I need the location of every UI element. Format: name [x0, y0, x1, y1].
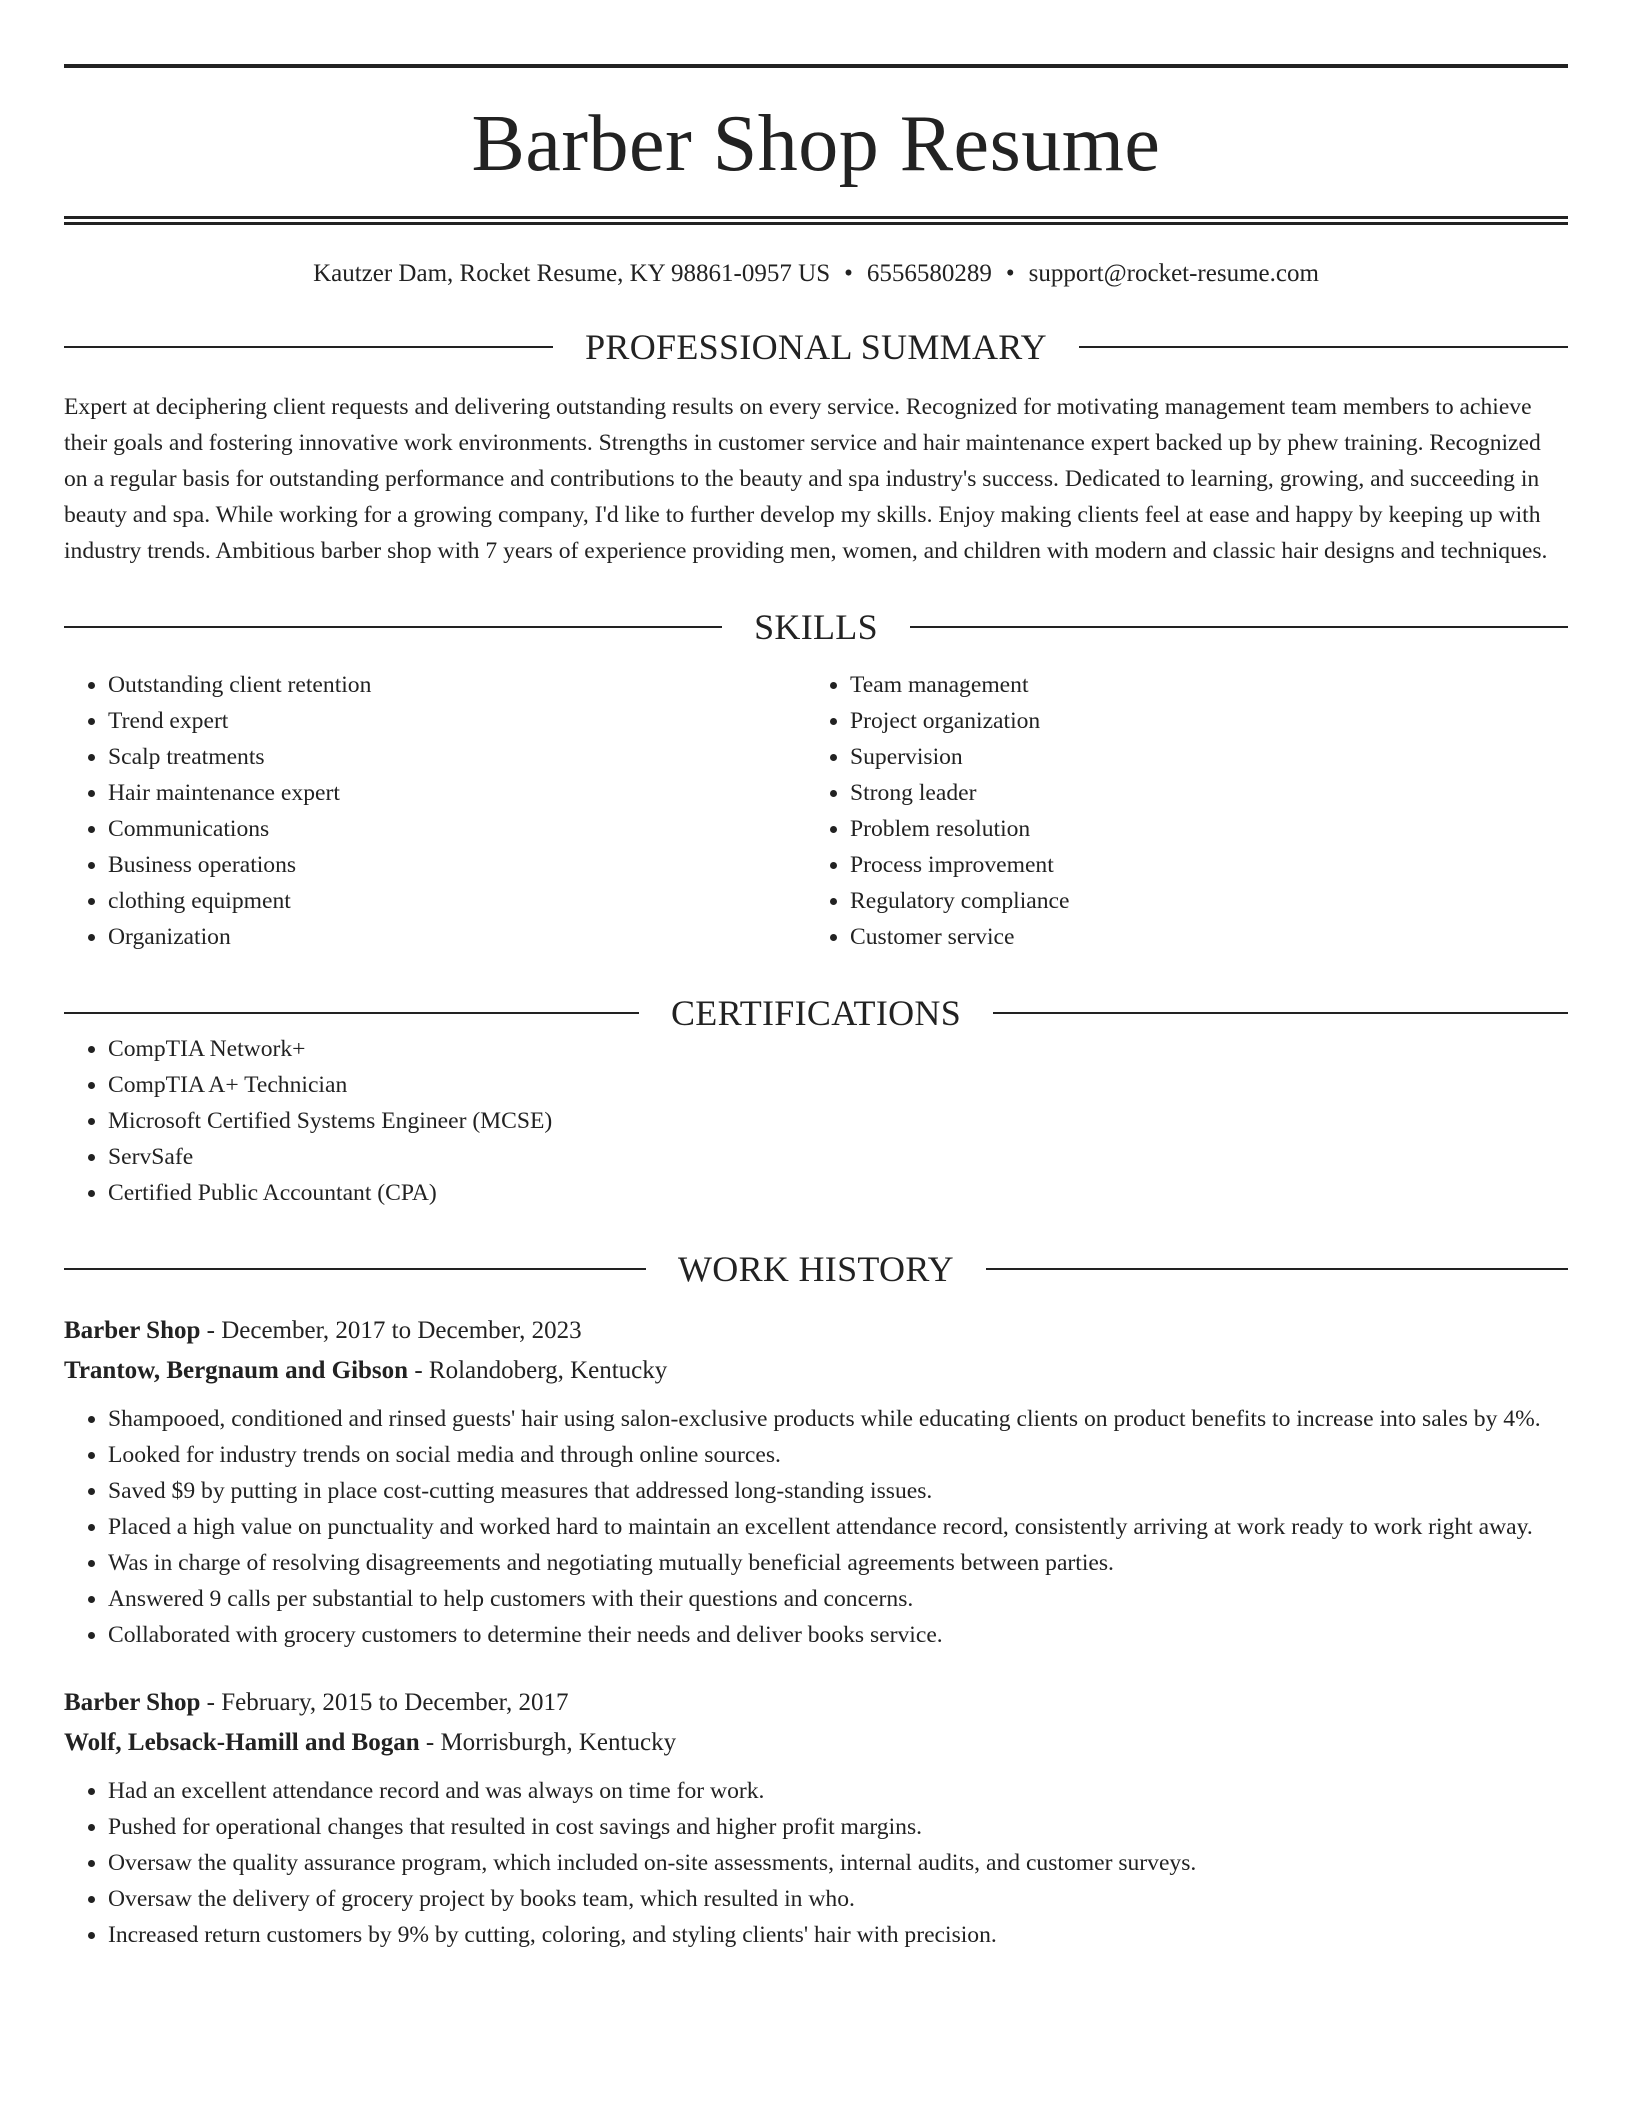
heading-rule-right — [986, 1268, 1568, 1270]
certification-item: • Certified Public Accountant (CPA) — [108, 1175, 1568, 1211]
skill-item: • Trend expert — [108, 703, 806, 739]
job-duty-item: • Collaborated with grocery customers to determine their needs and deliver books service. — [108, 1617, 1568, 1653]
resume-page — [64, 64, 1568, 1953]
job-duty-item: • Shampooed, conditioned and rinsed guests' hair using salon-exclusive products while educating clients on product benefits to increase into sales by 4%. — [108, 1401, 1568, 1437]
skill-item: • Regulatory compliance — [850, 883, 1548, 919]
job-company-line — [64, 1723, 1568, 1763]
skill-item: • Process improvement — [850, 847, 1548, 883]
skill-item: • Strong leader — [850, 775, 1548, 811]
top-rule — [64, 64, 1568, 68]
job-company-line — [64, 1351, 1568, 1391]
job-duty-item: • Answered 9 calls per substantial to help customers with their questions and concerns. — [108, 1581, 1568, 1617]
contact-separator: • — [1005, 260, 1015, 287]
job-company: Trantow, Bergnaum and Gibson — [64, 1357, 409, 1384]
contact-line — [64, 259, 1568, 289]
job-dates: - February, 2015 to December, 2017 — [200, 1689, 569, 1716]
job-duty-item: • Oversaw the quality assurance program, which included on-site assessments, internal audits, and customer surveys. — [108, 1845, 1568, 1881]
job-entry — [64, 1683, 1568, 1953]
heading-rule-right — [910, 626, 1568, 628]
contact-address: Kautzer Dam, Rocket Resume, KY 98861-0957 US — [313, 260, 831, 287]
skills-column-left — [64, 667, 806, 955]
skills-column-right — [806, 667, 1548, 955]
job-dates: - December, 2017 to December, 2023 — [200, 1317, 582, 1344]
skill-item: • Problem resolution — [850, 811, 1548, 847]
certifications-list — [64, 1031, 1568, 1211]
skill-item: • Project organization — [850, 703, 1548, 739]
job-duty-item: • Was in charge of resolving disagreements and negotiating mutually beneficial agreements between parties. — [108, 1545, 1568, 1581]
job-duty-item: • Oversaw the delivery of grocery project by books team, which resulted in who. — [108, 1881, 1568, 1917]
job-role: Barber Shop — [64, 1317, 201, 1344]
job-duty-item: • Looked for industry trends on social media and through online sources. — [108, 1437, 1568, 1473]
heading-rule-right — [1079, 346, 1568, 348]
summary-text: Expert at deciphering client requests and delivering outstanding results on every service. Recognized for motivating management team members to achieve their goals and fostering innovative work environments. Strengths in customer service and hair maintenance expert backed up by phew training. Recognized on a regular basis for outstanding performance and contributions to the beauty and spa industry's success. Dedicated to learning, growing, and succeeding in beauty and spa. While working for a growing company, I'd like to further develop my skills. Enjoy making clients feel at ease and happy by keeping up with industry trends. Ambitious barber shop with 7 years of experience providing men, women, and children with modern and classic hair designs and techniques. — [64, 394, 1548, 564]
job-role-line — [64, 1311, 1568, 1351]
skill-item: • Hair maintenance expert — [108, 775, 806, 811]
heading-rule-left — [64, 1268, 646, 1270]
work-heading — [64, 1251, 1568, 1287]
heading-rule-left — [64, 1012, 639, 1014]
certification-item: • CompTIA A+ Technician — [108, 1067, 1568, 1103]
job-duties-list — [64, 1401, 1568, 1653]
summary-title: PROFESSIONAL SUMMARY — [585, 327, 1047, 367]
certification-item: • CompTIA Network+ — [108, 1031, 1568, 1067]
job-location: - Morrisburgh, Kentucky — [419, 1729, 677, 1756]
certifications-heading — [64, 995, 1568, 1031]
job-role: Barber Shop — [64, 1689, 201, 1716]
skill-item: • Communications — [108, 811, 806, 847]
skill-item: • Team management — [850, 667, 1548, 703]
heading-rule-left — [64, 346, 553, 348]
certifications-title: CERTIFICATIONS — [670, 993, 962, 1033]
skills-heading — [64, 609, 1568, 645]
summary-heading — [64, 329, 1568, 365]
job-location: - Rolandoberg, Kentucky — [408, 1357, 668, 1384]
work-title: WORK HISTORY — [678, 1249, 954, 1289]
job-duty-item: • Saved $9 by putting in place cost-cutting measures that addressed long-standing issues. — [108, 1473, 1568, 1509]
job-role-line — [64, 1683, 1568, 1723]
skills-title: SKILLS — [754, 607, 878, 647]
contact-email: support@rocket-resume.com — [1028, 260, 1319, 287]
job-duty-item: • Had an excellent attendance record and was always on time for work. — [108, 1773, 1568, 1809]
skill-item: • Scalp treatments — [108, 739, 806, 775]
job-duty-item: • Placed a high value on punctuality and worked hard to maintain an excellent attendance record, consistently arriving at work ready to work right away. — [108, 1509, 1568, 1545]
skill-item: • Outstanding client retention — [108, 667, 806, 703]
certification-item: • Microsoft Certified Systems Engineer (MCSE) — [108, 1103, 1568, 1139]
skill-item: • Customer service — [850, 919, 1548, 955]
contact-phone: 6556580289 — [866, 260, 992, 287]
resume-title: Barber Shop Resume — [471, 100, 1161, 188]
job-duty-item: • Increased return customers by 9% by cutting, coloring, and styling clients' hair with precision. — [108, 1917, 1568, 1953]
job-entry — [64, 1311, 1568, 1653]
skill-item: • Supervision — [850, 739, 1548, 775]
certification-item: • ServSafe — [108, 1139, 1568, 1175]
contact-separator: • — [844, 260, 853, 287]
skill-item: • Business operations — [108, 847, 806, 883]
skill-item: • clothing equipment — [108, 883, 806, 919]
skill-item: • Organization — [108, 919, 806, 955]
job-company: Wolf, Lebsack-Hamill and Bogan — [64, 1729, 420, 1756]
title-double-rule — [64, 216, 1568, 225]
skills-list — [64, 667, 1568, 955]
heading-rule-right — [993, 1012, 1568, 1014]
heading-rule-left — [64, 626, 722, 628]
job-duty-item: • Pushed for operational changes that resulted in cost savings and higher profit margins. — [108, 1809, 1568, 1845]
job-duties-list — [64, 1773, 1568, 1953]
